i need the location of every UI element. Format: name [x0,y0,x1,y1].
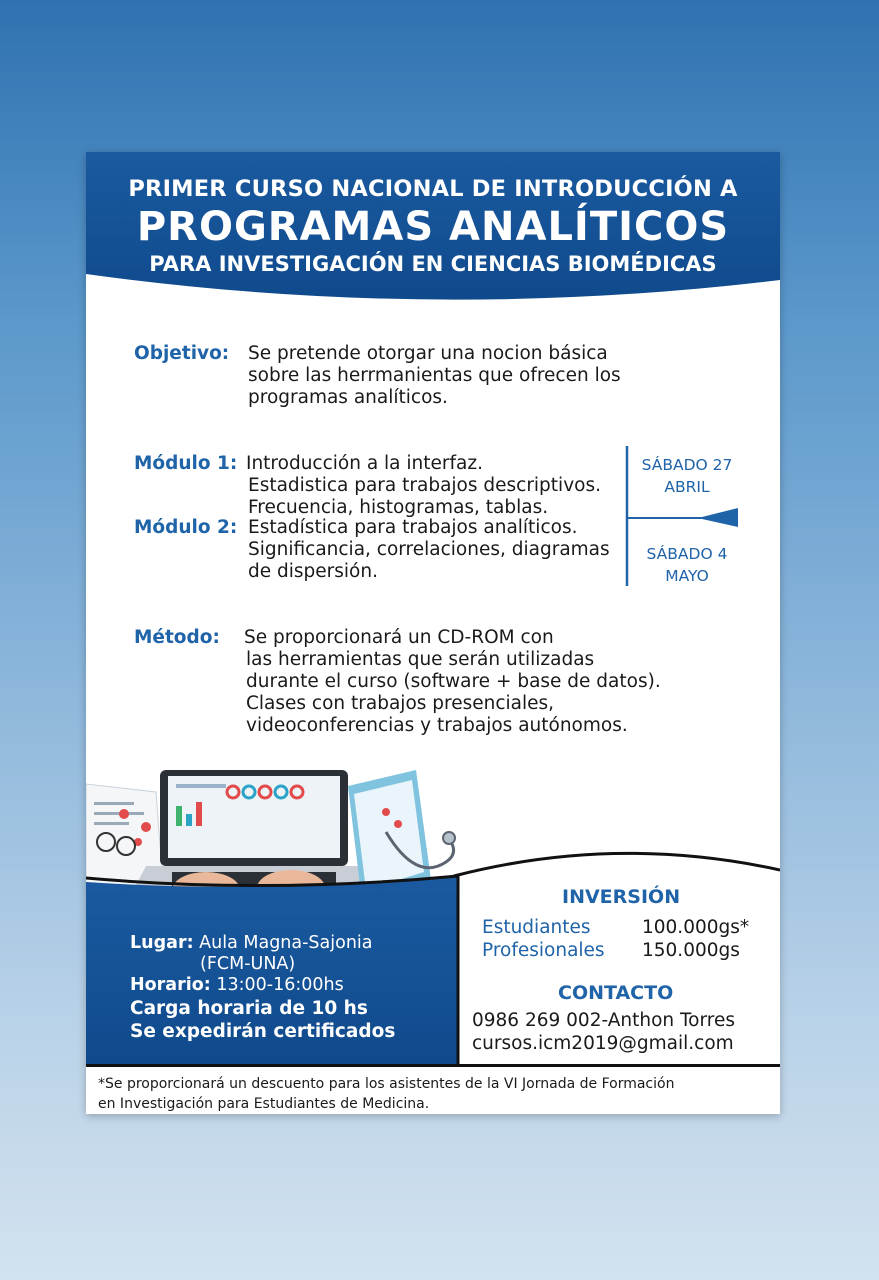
inversion-row-estudiantes-name: Estudiantes [482,917,591,938]
inversion-row-estudiantes-price: 100.000gs* [642,917,750,938]
contacto-email: cursos.icm2019@gmail.com [472,1033,734,1054]
horario [130,975,344,996]
modulo-1-label: Módulo 1: [134,453,238,474]
inversion-row-profesionales-price: 150.000gs [642,940,740,961]
objetivo-text [248,343,621,409]
date-2-day: SÁBADO 4 [646,545,728,563]
objetivo-line: programas analíticos. [248,387,448,408]
date-1-day: SÁBADO 27 [641,456,733,474]
footer-text [98,1074,768,1114]
contacto-title: CONTACTO [558,982,674,1004]
footer-line: *Se proporcionará un descuento para los asistentes de la VI Jornada de Formación [98,1076,675,1092]
objetivo-line: Se pretende otorgar una nocion básica [248,343,608,364]
date-2 [632,543,742,587]
lugar [130,933,373,954]
modulo-1-line: Introducción a la interfaz. [246,453,483,474]
contacto-phone: 0986 269 002-Anthon Torres [472,1010,735,1031]
objetivo-line: sobre las herrmanientas que ofrecen los [248,365,621,386]
modulo-1-line: Frecuencia, histogramas, tablas. [248,497,549,518]
metodo-line: videoconferencias y trabajos autónomos. [246,715,628,736]
metodo-line: las herramientas que serán utilizadas [246,649,595,670]
header-line-1: PRIMER CURSO NACIONAL DE INTRODUCCIÓN A [128,176,738,202]
metodo-line: Clases con trabajos presenciales, [246,693,555,714]
certificados: Se expedirán certificados [130,1021,396,1042]
date-1-month: ABRIL [664,478,710,496]
modulo-1-line: Estadistica para trabajos descriptivos. [248,475,601,496]
footer-line: en Investigación para Estudiantes de Medicina. [98,1096,430,1112]
metodo-label: Método: [134,627,220,648]
lugar-value-2: (FCM-UNA) [200,954,296,974]
header-title: PROGRAMAS ANALÍTICOS [136,204,730,250]
modulo-2-label: Módulo 2: [134,517,238,538]
modulo-2-line: Estadística para trabajos analíticos. [248,517,578,538]
horario-value: 13:00-16:00hs [216,975,344,995]
horario-label: Horario: [130,975,211,995]
inversion-title: INVERSIÓN [562,886,681,908]
metodo-line: Se proporcionará un CD-ROM con [244,627,554,648]
date-1 [632,454,742,498]
header-banner [86,152,780,317]
date-2-month: MAYO [665,567,709,585]
objetivo-label: Objetivo: [134,343,230,364]
modulo-1-text [246,453,601,519]
modulo-2-line: de dispersión. [248,561,378,582]
header-line-3: PARA INVESTIGACIÓN EN CIENCIAS BIOMÉDICAS [149,252,717,276]
modulo-2-line: Significancia, correlaciones, diagramas [248,539,610,560]
metodo-text [244,627,661,737]
footer-note [86,1064,780,1114]
metodo-line: durante el curso (software + base de datos). [246,671,661,692]
lugar-label: Lugar: [130,933,194,953]
modulo-2-text [248,517,610,583]
inversion-row-profesionales-name: Profesionales [482,940,605,961]
carga-horaria: Carga horaria de 10 hs [130,998,368,1019]
flyer [86,152,780,1114]
lugar-value: Aula Magna-Sajonia [199,933,373,953]
